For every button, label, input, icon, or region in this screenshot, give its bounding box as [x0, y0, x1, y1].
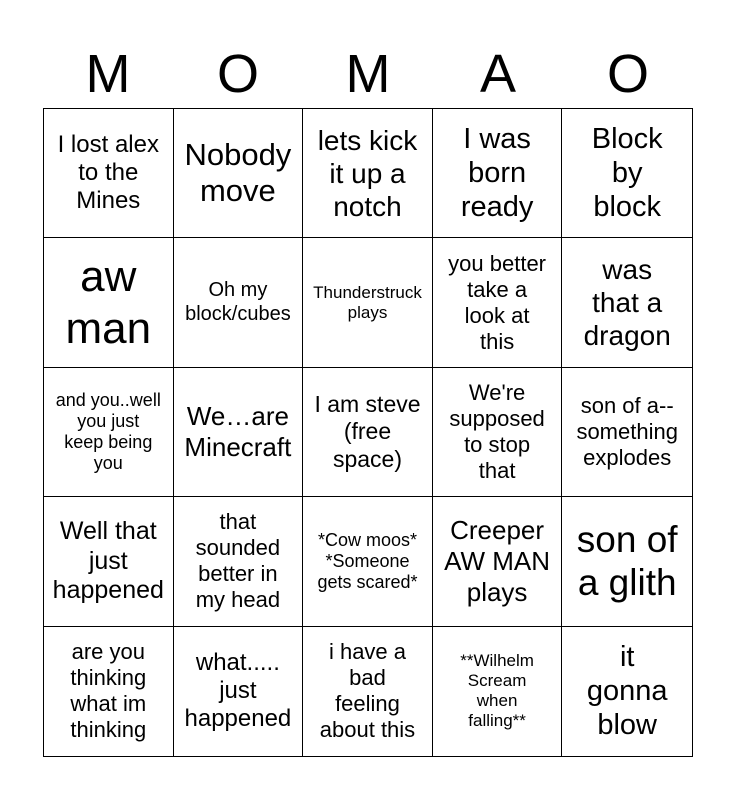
bingo-cell-text: Oh my block/cubes	[185, 279, 291, 325]
bingo-cell-text: that sounded better in my head	[195, 509, 281, 613]
bingo-cell-text: Creeper AW MAN plays	[444, 515, 551, 607]
bingo-cell[interactable]	[174, 627, 304, 756]
bingo-cell-text: Nobody move	[184, 136, 292, 209]
bingo-cell-text: *Cow moos* *Someone gets scared*	[317, 529, 418, 592]
bingo-cell[interactable]	[562, 497, 692, 626]
bingo-cell[interactable]	[174, 368, 304, 497]
bingo-cell-text: son of a glith	[576, 518, 678, 604]
bingo-cell[interactable]	[44, 368, 174, 497]
bingo-cell[interactable]	[562, 627, 692, 756]
bingo-cell[interactable]	[44, 497, 174, 626]
bingo-cell-text: I lost alex to the Mines	[57, 130, 159, 215]
bingo-board	[43, 108, 693, 757]
header-letter: M	[85, 44, 131, 104]
bingo-header	[43, 40, 693, 108]
bingo-cell[interactable]	[303, 497, 433, 626]
bingo-cell[interactable]	[562, 109, 692, 238]
bingo-cell[interactable]	[433, 238, 563, 367]
bingo-cell[interactable]	[303, 238, 433, 367]
bingo-cell-text: Thunderstruck plays	[313, 282, 422, 322]
bingo-cell-text: and you..well you just keep being you	[55, 389, 161, 474]
bingo-cell[interactable]	[562, 238, 692, 367]
bingo-cell-text: aw man	[65, 251, 152, 353]
bingo-cell[interactable]	[174, 497, 304, 626]
header-letter: O	[216, 44, 259, 104]
bingo-cell-text: We…are Minecraft	[184, 401, 292, 462]
bingo-cell-text: lets kick it up a notch	[317, 124, 418, 222]
header-letter: M	[345, 44, 391, 104]
bingo-cell[interactable]	[303, 368, 433, 497]
bingo-cell-text: you better take a look at this	[448, 250, 547, 354]
bingo-cell[interactable]	[433, 368, 563, 497]
header-letter: O	[606, 44, 649, 104]
bingo-cell[interactable]	[44, 627, 174, 756]
bingo-cell[interactable]	[303, 627, 433, 756]
bingo-cell-text: **Wilhelm Scream when falling**	[460, 651, 534, 731]
bingo-cell[interactable]	[433, 627, 563, 756]
bingo-cell-text: it gonna blow	[586, 640, 668, 742]
bingo-cell[interactable]	[44, 109, 174, 238]
bingo-cell-text: Well that just happened	[52, 517, 164, 605]
bingo-cell[interactable]	[433, 109, 563, 238]
bingo-cell-text: I am steve (free space)	[314, 391, 421, 472]
bingo-cell-text: We're supposed to stop that	[449, 380, 545, 483]
bingo-cell-text: son of a-- something explodes	[576, 393, 678, 470]
bingo-cell[interactable]	[174, 109, 304, 238]
bingo-cell-text: are you thinking what im thinking	[70, 639, 147, 743]
bingo-cell-text: I was born ready	[460, 122, 534, 224]
bingo-cell-text: Block by block	[591, 122, 663, 224]
bingo-cell-text: was that a dragon	[583, 254, 671, 352]
bingo-cell[interactable]	[44, 238, 174, 367]
bingo-cell-text: what..... just happened	[184, 648, 292, 733]
bingo-cell[interactable]	[303, 109, 433, 238]
bingo-cell[interactable]	[433, 497, 563, 626]
bingo-cell[interactable]	[174, 238, 304, 367]
bingo-cell[interactable]	[562, 368, 692, 497]
bingo-cell-text: i have a bad feeling about this	[319, 639, 416, 743]
header-letter: A	[479, 44, 517, 104]
